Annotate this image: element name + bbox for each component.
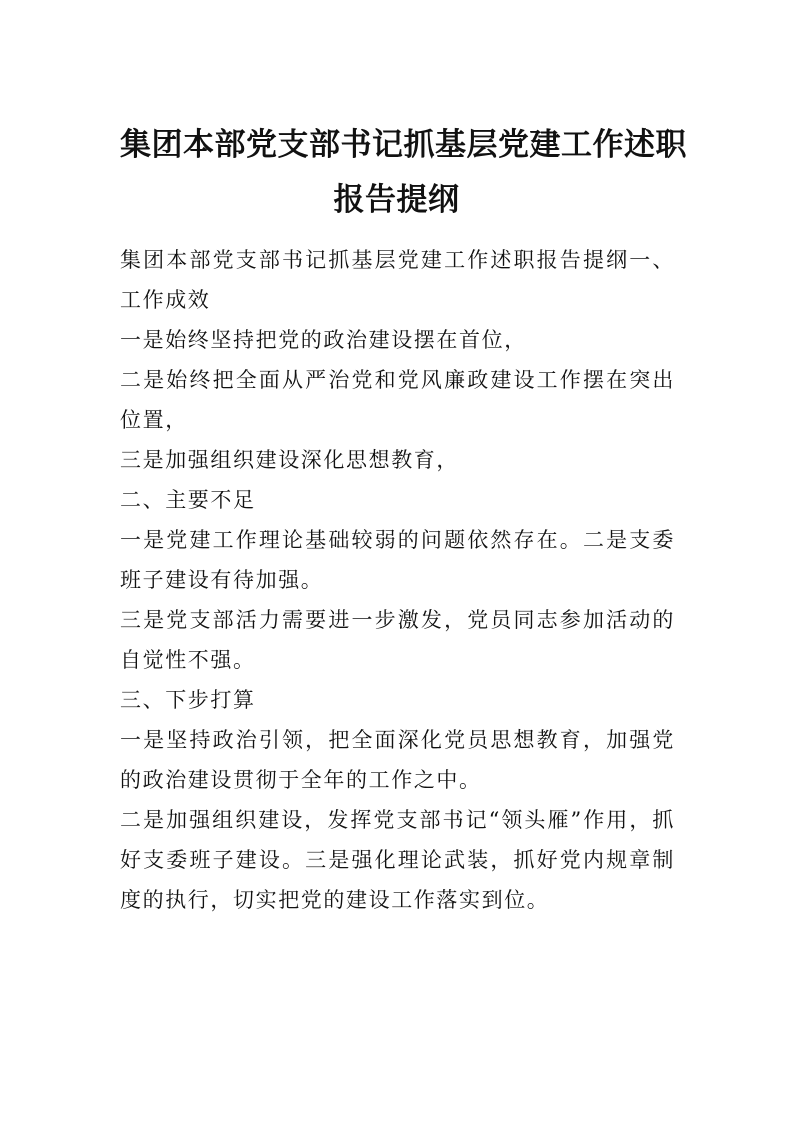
paragraph: 二是始终把全面从严治党和党风廉政建设工作摆在突出位置，: [120, 368, 675, 432]
section-heading-next-steps: 三、下步打算: [120, 688, 256, 712]
paragraph: 二是加强组织建设，发挥党支部书记“领头雁”作用，抓好支委班子建设。三是强化理论武装，抓好党内规章制度的执行，切实把党的建设工作落实到位。: [120, 808, 675, 912]
paragraph: 一是党建工作理论基础较弱的问题依然存在。二是支委班子建设有待加强。: [120, 528, 675, 592]
paragraph-intro: 集团本部党支部书记抓基层党建工作述职报告提纲一、工作成效: [120, 248, 675, 312]
paragraph: 三是加强组织建设深化思想教育，: [120, 448, 459, 472]
paragraph: 一是坚持政治引领，把全面深化党员思想教育，加强党的政治建设贯彻于全年的工作之中。: [120, 728, 675, 792]
document-body: [120, 240, 675, 920]
document-title: [120, 118, 687, 228]
paragraph: 一是始终坚持把党的政治建设摆在首位，: [120, 328, 527, 352]
paragraph: 三是党支部活力需要进一步激发，党员同志参加活动的自觉性不强。: [120, 608, 675, 672]
title-line-1: 集团本部党支部书记抓基层党建工作述职: [120, 127, 687, 163]
title-line-2: 报告提纲: [333, 182, 460, 218]
section-heading-shortcomings: 二、主要不足: [120, 488, 256, 512]
